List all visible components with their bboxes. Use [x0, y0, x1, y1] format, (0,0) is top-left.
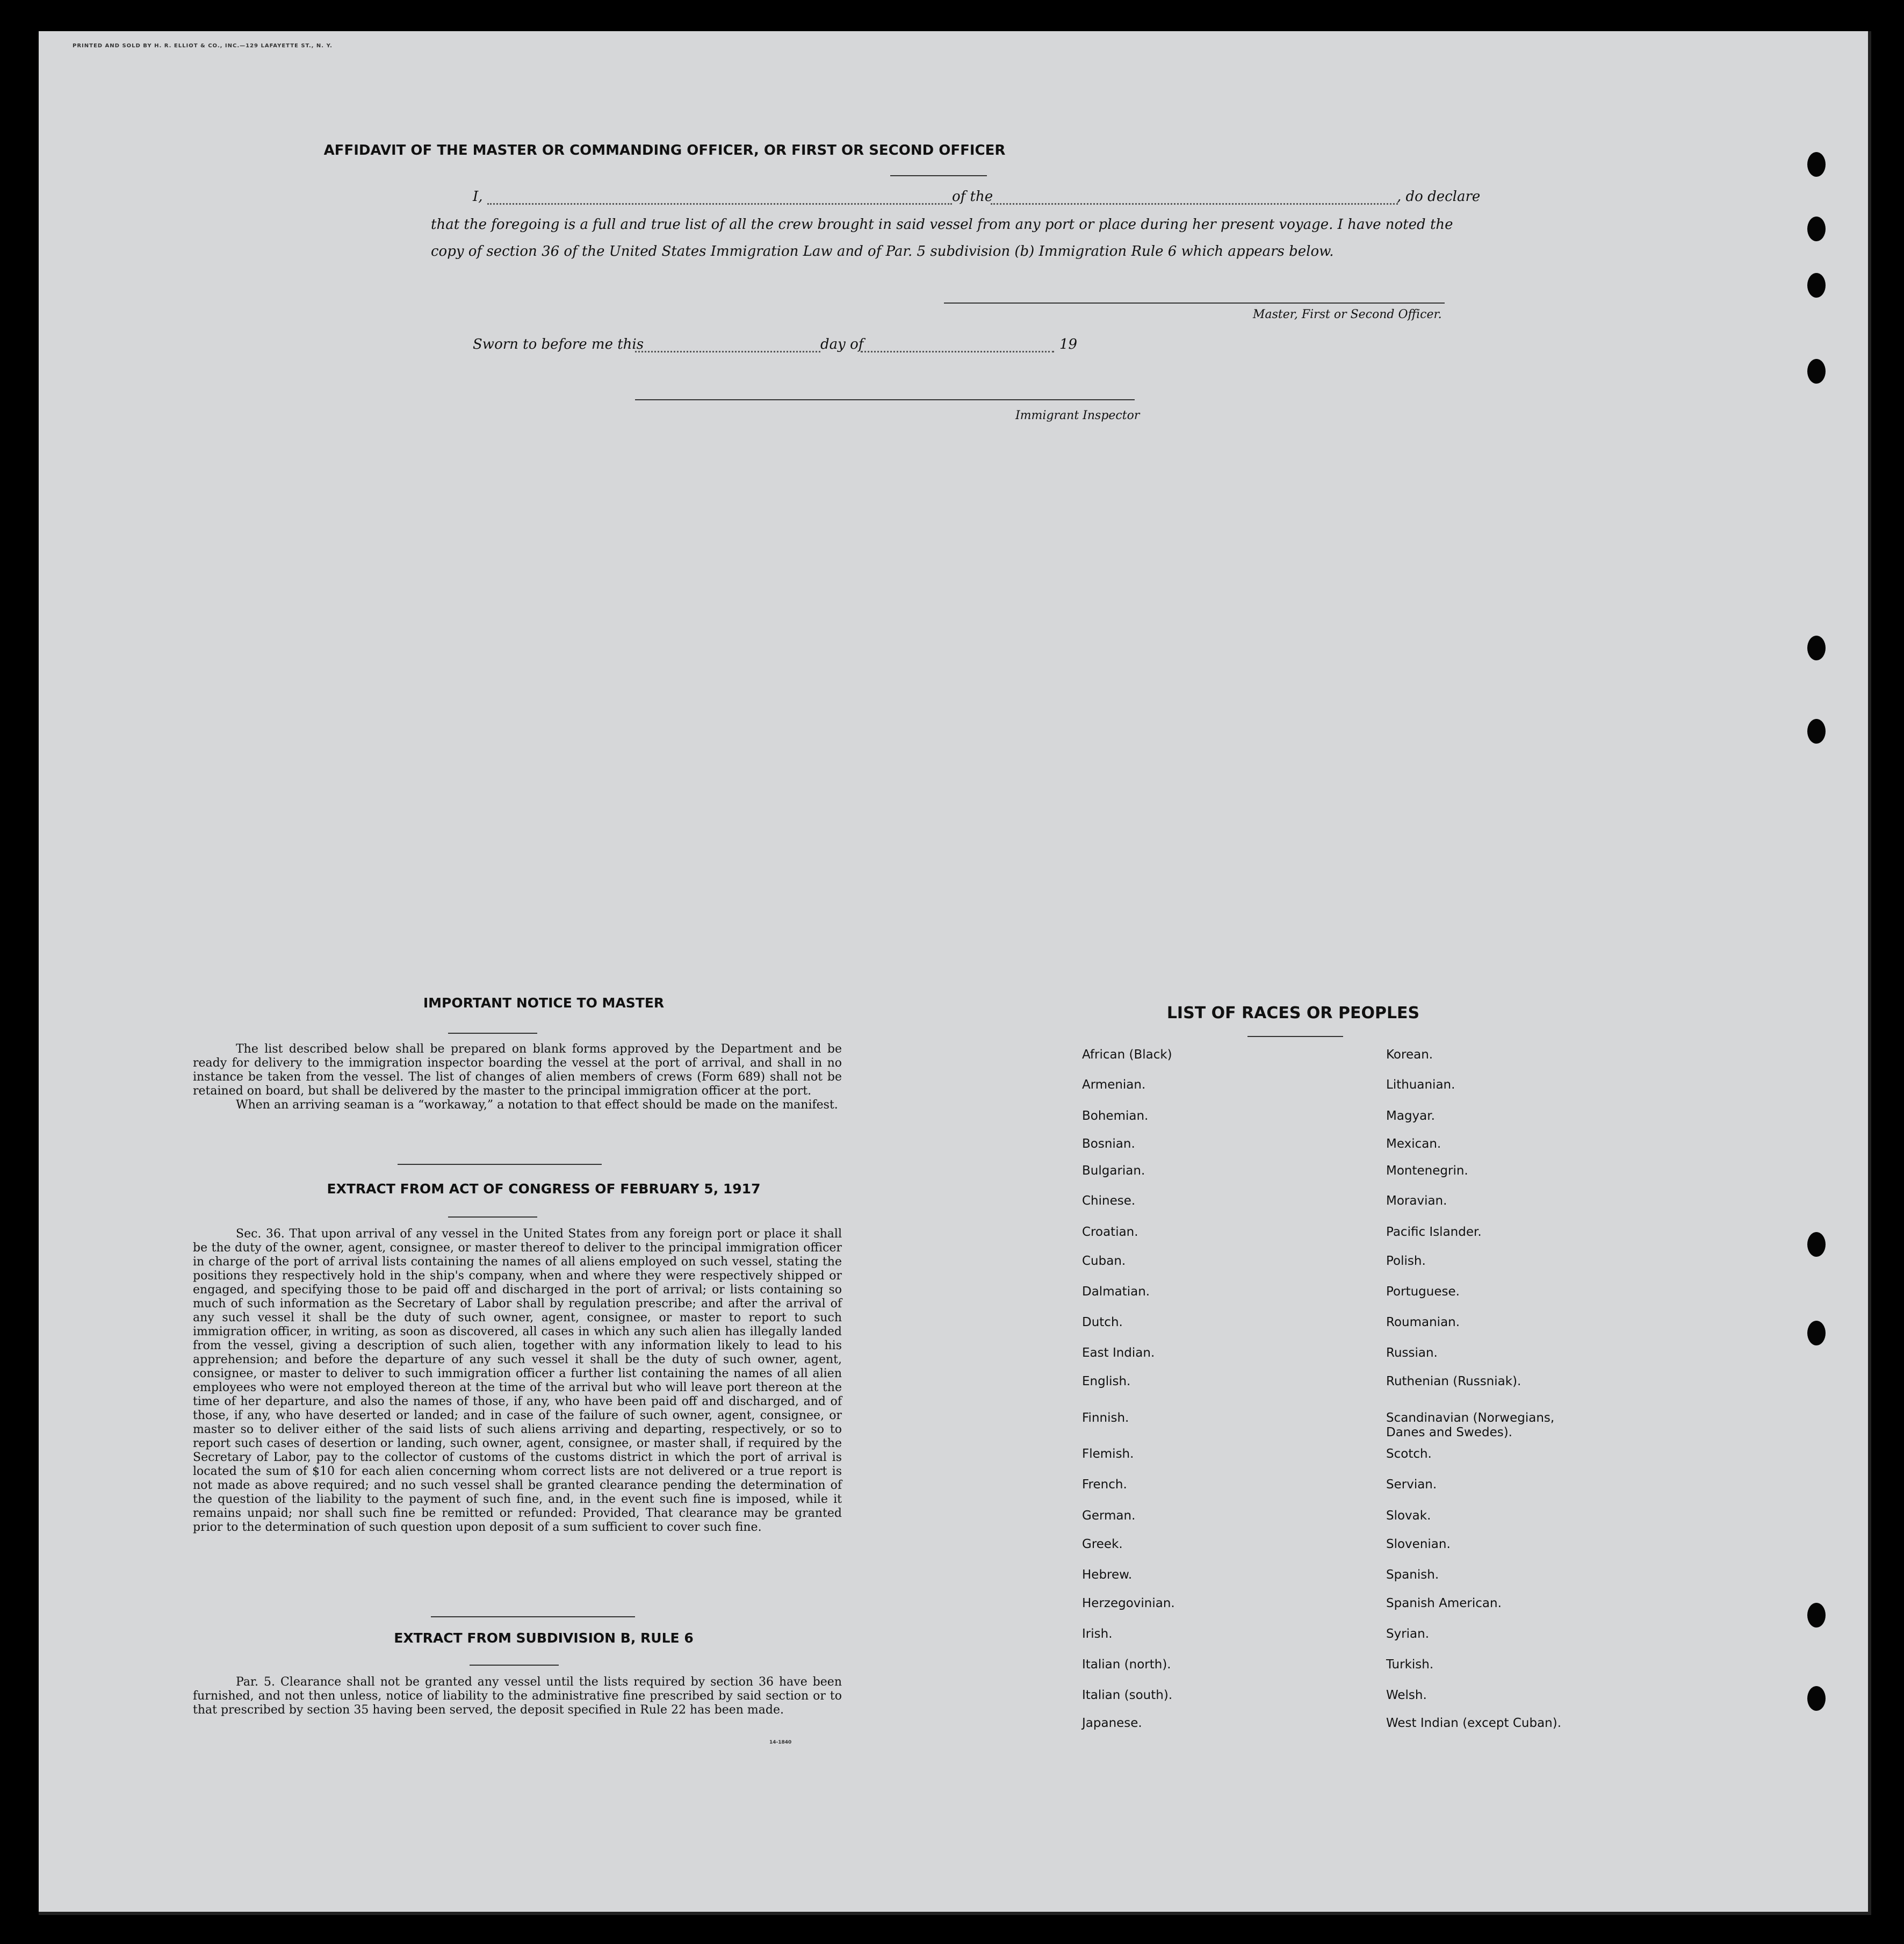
- race-item: Greek.: [1082, 1537, 1123, 1551]
- race-item: Magyar.: [1386, 1109, 1435, 1123]
- rule-title: EXTRACT FROM SUBDIVISION B, RULE 6: [394, 1630, 694, 1646]
- race-item: Bulgarian.: [1082, 1164, 1145, 1178]
- race-item: Turkish.: [1386, 1658, 1434, 1672]
- binder-hole: [1807, 719, 1826, 744]
- of-the-label: of the: [952, 189, 993, 205]
- affidavit-title: AFFIDAVIT OF THE MASTER OR COMMANDING OFFICER, OR FIRST OR SECOND OFFICER: [323, 142, 1006, 159]
- race-item: Montenegrin.: [1386, 1164, 1468, 1178]
- declaration-line: that the foregoing is a full and true list of all the crew brought in said vessel from any port or place during her present voyage. I have noted the: [431, 217, 1453, 233]
- i-label: I,: [473, 189, 483, 205]
- do-declare-label: , do declare: [1397, 189, 1481, 205]
- race-item: Portuguese.: [1386, 1285, 1460, 1299]
- race-item: Spanish.: [1386, 1568, 1439, 1582]
- race-item: Ruthenian (Russniak).: [1386, 1374, 1521, 1388]
- binder-hole: [1807, 152, 1826, 177]
- races-rule: [1247, 1036, 1343, 1037]
- race-item: Pacific Islander.: [1386, 1225, 1482, 1239]
- race-item: Slovenian.: [1386, 1537, 1451, 1551]
- race-item: Spanish American.: [1386, 1596, 1502, 1610]
- race-item: Bosnian.: [1082, 1137, 1135, 1151]
- race-item: Italian (south).: [1082, 1688, 1173, 1702]
- race-item: Dutch.: [1082, 1315, 1123, 1329]
- act-body: [193, 1227, 842, 1535]
- race-item: Russian.: [1386, 1346, 1438, 1360]
- rule-body: [193, 1675, 842, 1717]
- day-of-label: day of: [820, 336, 864, 352]
- binder-hole: [1807, 1603, 1826, 1628]
- year-label: 19: [1059, 336, 1078, 352]
- race-item: Bohemian.: [1082, 1109, 1149, 1123]
- race-item: Chinese.: [1082, 1194, 1136, 1208]
- binder-hole: [1807, 217, 1826, 241]
- printer-imprint: PRINTED AND SOLD BY H. R. ELLIOT & CO., INC.—129 LAFAYETTE ST., N. Y.: [73, 43, 333, 49]
- binder-hole: [1807, 636, 1826, 660]
- race-item: Finnish.: [1082, 1411, 1129, 1425]
- race-item: Italian (north).: [1082, 1658, 1171, 1672]
- section-rule: [398, 1164, 602, 1165]
- race-item: Japanese.: [1082, 1716, 1142, 1730]
- race-item: Korean.: [1386, 1048, 1433, 1062]
- race-item: Mexican.: [1386, 1137, 1441, 1151]
- race-item: Herzegovinian.: [1082, 1596, 1175, 1610]
- act-paragraph: Sec. 36. That upon arrival of any vessel in the United States from any foreign port or place it shall be the duty of the owner, agent, consignee, or master thereof to deliver to the principal immigration officer in charge of the port of arrival lists containing the names of all aliens employed on such vessel, stating the positions they respectively hold in the ship's company, when and where they were respectively shipped or engaged, and specifying those to be paid off and discharged in the port of arrival; or lists containing so much of such information as the Secretary of Labor shall by regulation prescribe; and after the arrival of any such vessel it shall be the duty of such owner, agent, consignee, or master to report to such immigration officer, in writing, as soon as discovered, all cases in which any such alien has illegally landed from the vessel, giving a description of such alien, together with any information likely to lead to his apprehension; and before the departure of any such vessel it shall be the duty of such owner, agent, consignee, or master to deliver to such immigration officer a further list containing the names of all alien employees who were not employed thereon at the time of the arrival but who will leave port thereon at the time of her departure, and also the names of those, if any, who have been paid off and discharged, and of those, if any, who have deserted or landed; and in case of the failure of such owner, agent, consignee, or master so to deliver either of the said lists of such aliens arriving and departing, respectively, or so to report such cases of desertion or landing, such owner, agent, consignee, or master shall, if required by the Secretary of Labor, pay to the collector of customs of the customs district in which the port of arrival is located the sum of $10 for each alien concerning whom correct lists are not delivered or a true report is not made as above required; and no such vessel shall be granted clearance pending the determination of the question of the liability to the payment of such fine, and, in the event such fine is imposed, while it remains unpaid; nor shall such fine be remitted or refunded: Provided, That clearance may be granted prior to the determination of such question upon deposit of a sum sufficient to cover such fine.: [193, 1227, 842, 1534]
- act-rule: [448, 1216, 537, 1218]
- race-item: Dalmatian.: [1082, 1285, 1150, 1299]
- binder-hole: [1807, 1321, 1826, 1345]
- race-item: Lithuanian.: [1386, 1078, 1455, 1092]
- section-rule: [431, 1616, 635, 1617]
- notice-title: IMPORTANT NOTICE TO MASTER: [423, 995, 665, 1011]
- race-item: Armenian.: [1082, 1078, 1146, 1092]
- day-field[interactable]: [635, 351, 820, 352]
- race-item: West Indian (except Cuban).: [1386, 1716, 1562, 1730]
- binder-hole: [1807, 1232, 1826, 1257]
- race-item: Scandinavian (Norwegians, Danes and Swedes).: [1386, 1411, 1555, 1439]
- race-item: Scotch.: [1386, 1447, 1432, 1461]
- month-field[interactable]: [861, 351, 1054, 352]
- rule-paragraph: Par. 5. Clearance shall not be granted any vessel until the lists required by section 36 have been furnished, and not then unless, notice of liability to the administrative fine prescribed by said section or to that prescribed by section 35 having been served, the deposit specified in Rule 22 has been made.: [193, 1675, 842, 1717]
- notice-paragraph: When an arriving seaman is a “workaway,” a notation to that effect should be made on the manifest.: [236, 1098, 838, 1112]
- race-item: English.: [1082, 1374, 1131, 1388]
- race-item: Slovak.: [1386, 1509, 1431, 1523]
- race-item: French.: [1082, 1478, 1127, 1492]
- title-rule: [890, 175, 987, 176]
- notice-body: [193, 1042, 842, 1112]
- binder-hole: [1807, 273, 1826, 298]
- races-title: LIST OF RACES OR PEOPLES: [1166, 1004, 1420, 1023]
- declaration-line: copy of section 36 of the United States Immigration Law and of Par. 5 subdivision (b) Immigration Rule 6 which appears below.: [431, 243, 1334, 260]
- binder-hole: [1807, 1686, 1826, 1711]
- inspector-signature-line[interactable]: [635, 399, 1135, 400]
- race-item: Welsh.: [1386, 1688, 1427, 1702]
- inspector-caption: Immigrant Inspector: [1015, 409, 1140, 422]
- form-number: 14-1840: [769, 1740, 792, 1745]
- master-signature-line[interactable]: [944, 303, 1445, 304]
- race-item: German.: [1082, 1509, 1136, 1523]
- race-item: African (Black): [1082, 1048, 1172, 1062]
- race-item: Cuban.: [1082, 1254, 1126, 1268]
- race-item: Roumanian.: [1386, 1315, 1460, 1329]
- race-item: Hebrew.: [1082, 1568, 1133, 1582]
- rule-rule: [470, 1665, 559, 1666]
- sworn-label: Sworn to before me this: [473, 336, 644, 352]
- race-item: East Indian.: [1082, 1346, 1155, 1360]
- act-title: EXTRACT FROM ACT OF CONGRESS OF FEBRUARY 5, 1917: [327, 1181, 761, 1197]
- race-item: Servian.: [1386, 1478, 1437, 1492]
- form-sheet: [39, 31, 1871, 1915]
- race-item: Moravian.: [1386, 1194, 1447, 1208]
- master-caption: Master, First or Second Officer.: [1253, 308, 1442, 321]
- race-item: Syrian.: [1386, 1627, 1430, 1641]
- notice-paragraph: The list described below shall be prepared on blank forms approved by the Department and be ready for delivery to the immigration inspector boarding the vessel at the port of arrival, and shall in no instance be taken from the vessel. The list of changes of alien members of crews (Form 689) shall not be retained on board, but shall be delivered by the master to the principal immigration officer at the port.: [193, 1042, 842, 1098]
- name-field[interactable]: [487, 203, 952, 205]
- binder-hole: [1807, 359, 1826, 384]
- race-item: Croatian.: [1082, 1225, 1138, 1239]
- race-item: Flemish.: [1082, 1447, 1134, 1461]
- race-item: Irish.: [1082, 1627, 1113, 1641]
- vessel-field[interactable]: [991, 203, 1398, 205]
- race-item: Polish.: [1386, 1254, 1426, 1268]
- notice-rule: [448, 1033, 537, 1034]
